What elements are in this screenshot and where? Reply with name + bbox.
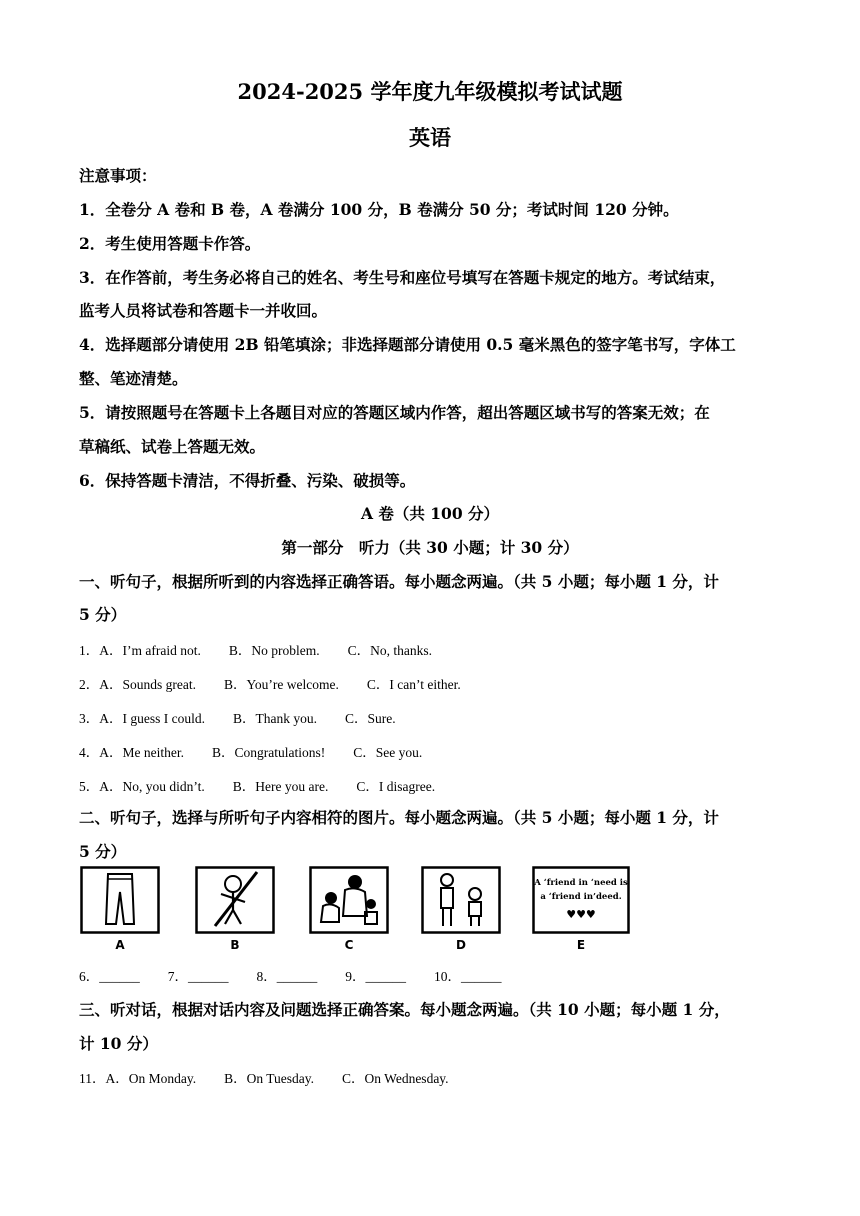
picture-c xyxy=(309,866,389,952)
option-b: B．On Tuesday. xyxy=(224,1071,315,1086)
blank-9: 9．______ xyxy=(345,969,406,984)
option-c: C．I can’t either. xyxy=(366,677,461,692)
notice-item: 6．保持答题卡清洁，不得折叠、污染、破损等。 xyxy=(79,471,416,490)
option-a: A．I guess I could. xyxy=(99,711,205,726)
option-a: A．Sounds great. xyxy=(99,677,196,692)
answer-blanks xyxy=(79,965,530,985)
question-number: 11． xyxy=(79,1071,106,1086)
option-b: B．Congratulations! xyxy=(211,745,326,760)
blank-8: 8．______ xyxy=(256,969,318,984)
notice-item: 3．在作答前，考生务必将自己的姓名、考生号和座位号填写在答题卡规定的地方。考试结束， xyxy=(79,268,726,287)
option-c: C．On Wednesday. xyxy=(342,1071,449,1086)
option-c: C．No, thanks. xyxy=(347,643,432,658)
notice-heading: 注意事项： xyxy=(79,166,157,185)
part-two-instruction: 二、听句子，选择与所听句子内容相符的图片。每小题念两遍。（共 5 小题；每小题 1 分，计 xyxy=(79,808,719,827)
section-a-heading: A 卷（共 100 分） xyxy=(360,504,500,523)
blank-7: 7．______ xyxy=(167,969,229,984)
no-climbing-icon xyxy=(195,866,275,934)
notice-item: 4．选择题部分请使用 2B 铅笔填涂；非选择题部分请使用 0.5 毫米黑色的签字笔书写，字体工 xyxy=(79,335,736,354)
picture-label: A xyxy=(115,938,125,952)
trousers-icon xyxy=(80,866,160,934)
option-a: A．I’m afraid not. xyxy=(99,643,201,658)
picture-e xyxy=(532,866,630,952)
part-two-instruction-cont: 5 分） xyxy=(79,842,127,861)
notice-item: 2．考生使用答题卡作答。 xyxy=(79,234,261,253)
option-b: B．No problem. xyxy=(228,643,320,658)
option-b: B．Thank you. xyxy=(232,711,317,726)
part-one-instruction-cont: 5 分） xyxy=(79,605,127,624)
option-c: C．I disagree. xyxy=(356,779,436,794)
notice-item: 5．请按照题号在答题卡上各题目对应的答题区域内作答，超出答题区域书写的答案无效；在 xyxy=(79,403,710,422)
blank-10: 10．______ xyxy=(434,969,502,984)
notice-item: 整、笔迹清楚。 xyxy=(79,369,188,388)
friend-sign-icon xyxy=(532,866,630,934)
notice-item: 监考人员将试卷和答题卡一并收回。 xyxy=(79,301,328,320)
option-a: A．On Monday. xyxy=(105,1071,197,1086)
subject-title: 英语 xyxy=(409,125,451,150)
option-b: B．Here you are. xyxy=(232,779,329,794)
picture-row xyxy=(80,866,640,958)
picture-label: C xyxy=(344,938,354,952)
question-number: 3． xyxy=(79,711,100,726)
question-number: 2． xyxy=(79,677,100,692)
notice-item: 草稿纸、试卷上答题无效。 xyxy=(79,437,266,456)
option-c: C．Sure. xyxy=(344,711,396,726)
question-row xyxy=(79,775,435,795)
option-b: B．You’re welcome. xyxy=(224,677,339,692)
heart-icon: ♥♥♥ xyxy=(566,908,596,921)
question-row xyxy=(79,1067,449,1087)
picture-label: E xyxy=(576,938,586,952)
question-number: 4． xyxy=(79,745,100,760)
option-a: A．No, you didn’t. xyxy=(99,779,205,794)
picture-label: D xyxy=(456,938,466,952)
picture-a xyxy=(80,866,160,952)
question-row xyxy=(79,707,396,727)
part-one-instruction: 一、听句子，根据所听到的内容选择正确答语。每小题念两遍。（共 5 小题；每小题 1 分，计 xyxy=(79,572,719,591)
blank-6: 6．______ xyxy=(79,969,140,984)
family-icon xyxy=(309,866,389,934)
picture-d xyxy=(421,866,501,952)
notice-item: 1．全卷分 A 卷和 B 卷，A 卷满分 100 分，B 卷满分 50 分；考试时间 120 分钟。 xyxy=(79,200,679,219)
question-number: 5． xyxy=(79,779,100,794)
option-c: C．See you. xyxy=(353,745,423,760)
part-three-instruction-cont: 计 10 分） xyxy=(79,1034,158,1053)
question-row xyxy=(79,639,432,659)
sign-text-line-1: A ‘friend in ‘need is xyxy=(534,878,628,888)
option-a: A．Me neither. xyxy=(99,745,184,760)
page-title: 2024-2025 学年度九年级模拟考试试题 xyxy=(237,79,623,104)
picture-b xyxy=(195,866,275,952)
two-people-icon xyxy=(421,866,501,934)
question-number: 1． xyxy=(79,643,100,658)
part-three-instruction: 三、听对话，根据对话内容及问题选择正确答案。每小题念两遍。（共 10 小题；每小题 1 分， xyxy=(79,1000,730,1019)
picture-label: B xyxy=(230,938,240,952)
sign-text-line-2: a ‘friend in’deed. xyxy=(540,892,622,902)
question-row xyxy=(79,741,422,761)
part-one-heading: 第一部分 听力（共 30 小题；计 30 分） xyxy=(281,538,579,557)
question-row xyxy=(79,673,461,693)
